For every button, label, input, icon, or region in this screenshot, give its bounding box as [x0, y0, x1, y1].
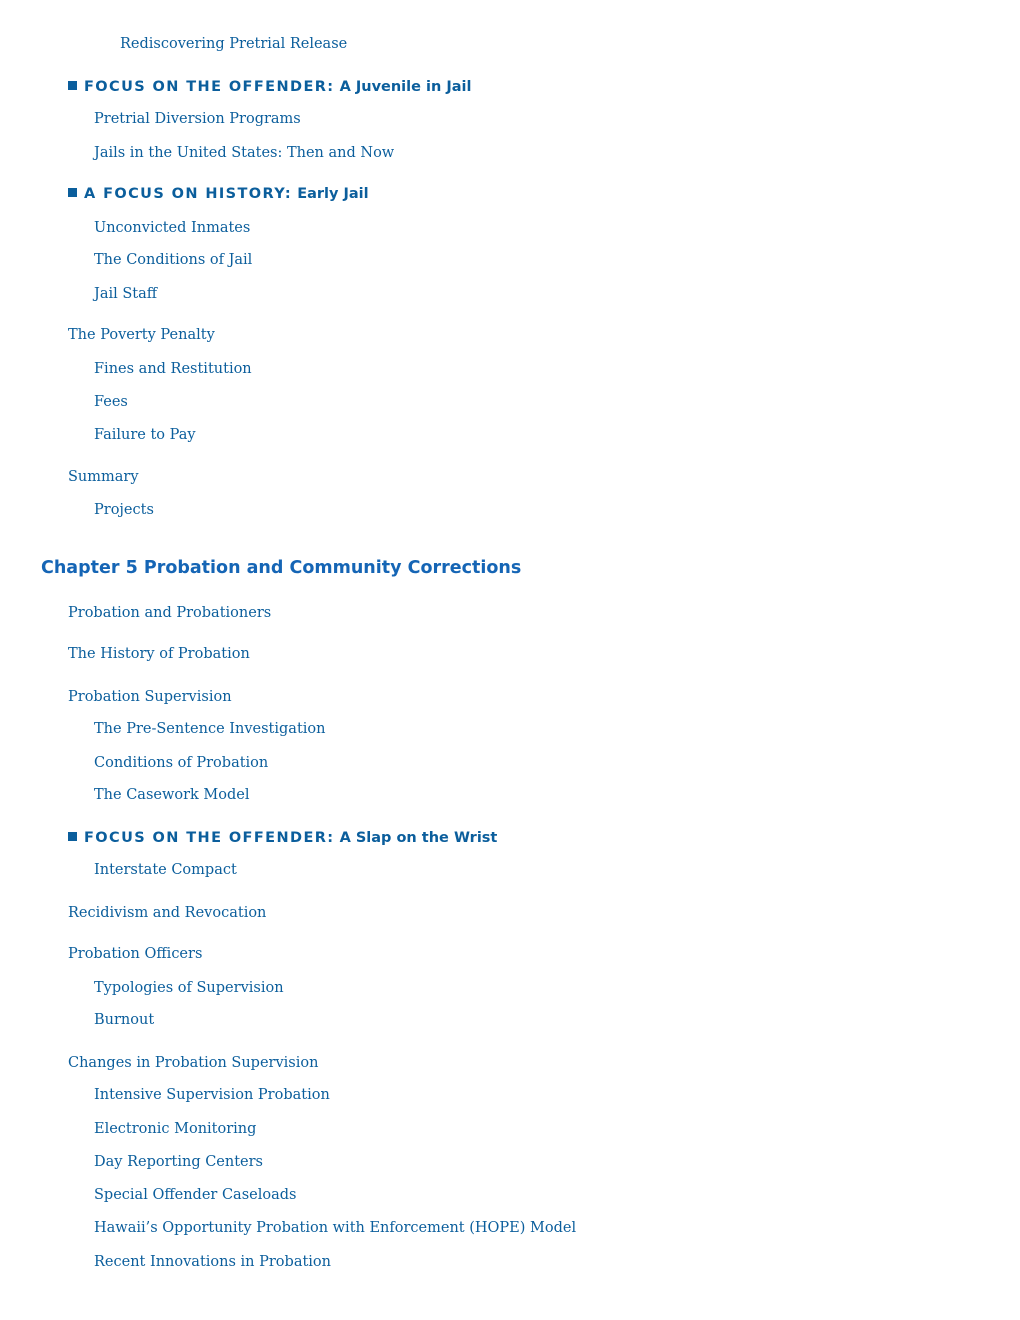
toc-link-conditions-of-jail[interactable]: The Conditions of Jail: [94, 252, 253, 268]
box-label: FOCUS ON THE OFFENDER:: [84, 79, 335, 95]
toc-link-jails-then-now[interactable]: Jails in the United States: Then and Now: [94, 145, 395, 161]
toc-link-changes-probation-supervision[interactable]: Changes in Probation Supervision: [68, 1055, 319, 1071]
box-label: FOCUS ON THE OFFENDER:: [84, 830, 335, 846]
toc-link-recidivism-revocation[interactable]: Recidivism and Revocation: [68, 905, 267, 921]
toc-link-projects[interactable]: Projects: [94, 502, 154, 518]
toc-link-poverty-penalty[interactable]: The Poverty Penalty: [68, 327, 215, 343]
toc-box-focus-history[interactable]: [68, 185, 369, 203]
toc-link-probation-and-probationers[interactable]: Probation and Probationers: [68, 605, 272, 621]
toc-link-probation-officers[interactable]: Probation Officers: [68, 946, 203, 962]
toc-link-rediscovering-pretrial-release[interactable]: Rediscovering Pretrial Release: [120, 36, 348, 52]
square-bullet-icon: [68, 188, 77, 197]
toc-link-fees[interactable]: Fees: [94, 394, 128, 410]
toc-link-pre-sentence-investigation[interactable]: The Pre-Sentence Investigation: [94, 721, 326, 737]
toc-link-electronic-monitoring[interactable]: Electronic Monitoring: [94, 1121, 257, 1137]
toc-link-casework-model[interactable]: The Casework Model: [94, 787, 250, 803]
toc-link-history-of-probation[interactable]: The History of Probation: [68, 646, 250, 662]
toc-link-probation-supervision[interactable]: Probation Supervision: [68, 689, 232, 705]
toc-link-recent-innovations[interactable]: Recent Innovations in Probation: [94, 1254, 331, 1270]
toc-link-failure-to-pay[interactable]: Failure to Pay: [94, 427, 196, 443]
toc-chapter-5-heading[interactable]: Chapter 5 Probation and Community Corrections: [41, 558, 522, 578]
toc-link-day-reporting-centers[interactable]: Day Reporting Centers: [94, 1154, 264, 1170]
toc-link-hope-model[interactable]: Hawaii’s Opportunity Probation with Enforcement (HOPE) Model: [94, 1220, 577, 1236]
toc-link-special-offender-caseloads[interactable]: Special Offender Caseloads: [94, 1187, 297, 1203]
square-bullet-icon: [68, 81, 77, 90]
toc-link-interstate-compact[interactable]: Interstate Compact: [94, 862, 237, 878]
toc-box-focus-offender-juvenile[interactable]: [68, 78, 471, 96]
toc-link-pretrial-diversion[interactable]: Pretrial Diversion Programs: [94, 111, 301, 127]
toc-box-focus-offender-slap[interactable]: [68, 829, 497, 847]
toc-link-summary[interactable]: Summary: [68, 469, 139, 485]
toc-link-typologies-of-supervision[interactable]: Typologies of Supervision: [94, 980, 284, 996]
toc-link-burnout[interactable]: Burnout: [94, 1012, 155, 1028]
box-title: A Slap on the Wrist: [339, 830, 498, 846]
toc-link-fines-restitution[interactable]: Fines and Restitution: [94, 361, 252, 377]
toc-link-unconvicted-inmates[interactable]: Unconvicted Inmates: [94, 220, 251, 236]
box-label: A FOCUS ON HISTORY:: [84, 186, 293, 202]
toc-link-intensive-supervision[interactable]: Intensive Supervision Probation: [94, 1087, 330, 1103]
toc-link-jail-staff[interactable]: Jail Staff: [94, 286, 158, 302]
box-title: Early Jail: [297, 186, 369, 202]
toc-link-conditions-of-probation[interactable]: Conditions of Probation: [94, 755, 269, 771]
box-title: A Juvenile in Jail: [339, 79, 472, 95]
square-bullet-icon: [68, 832, 77, 841]
